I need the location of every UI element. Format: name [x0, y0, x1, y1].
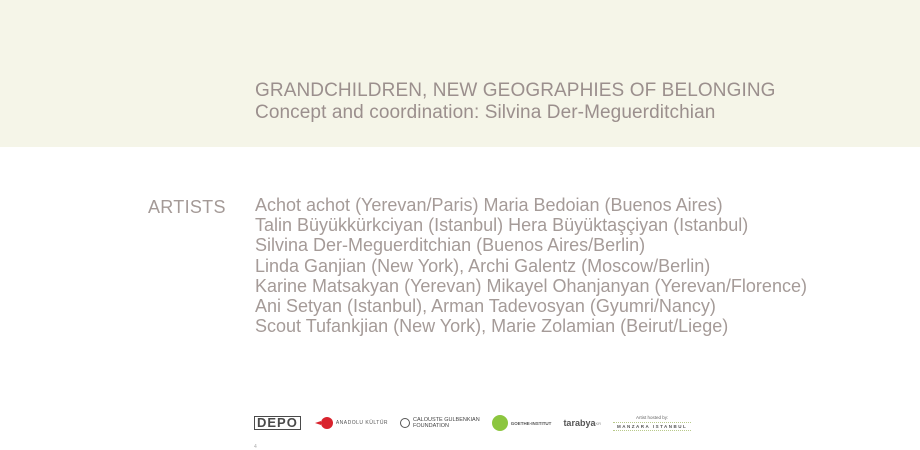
depo-logo — [254, 416, 301, 430]
goethe-institut-logo — [492, 415, 552, 431]
artist-line: Karine Matsakyan (Yerevan) Mikayel Ohanjanyan (Yerevan/Florence) — [255, 275, 807, 296]
artists-label: ARTISTS — [148, 197, 226, 217]
depo-logo-text: DEPO — [254, 416, 301, 430]
artist-line: Scout Tufankjian (New York), Marie Zolamian (Beirut/Liege) — [255, 316, 729, 337]
anadolu-kultur-logo — [321, 417, 388, 429]
project-title: GRANDCHILDREN, NEW GEOGRAPHIES OF BELONGING — [255, 80, 776, 101]
artist-line: Talin Büyükkürkciyan (Istanbul) Hera Büyüktaşçiyan (Istanbul) — [255, 215, 749, 236]
tarabya-logo-text: tarabya — [563, 418, 596, 428]
manzara-istanbul-logo — [613, 415, 691, 431]
anadolu-mark-icon — [321, 417, 333, 429]
gulbenkian-logo — [400, 417, 480, 429]
title-block — [255, 80, 776, 124]
gulbenkian-line1: CALOUSTE GULBENKIAN — [413, 417, 480, 423]
tarabya-logo — [563, 418, 601, 428]
project-subtitle: Concept and coordination: Silvina Der-Meguerditchian — [255, 102, 716, 123]
artist-line: Silvina Der-Meguerditchian (Buenos Aires/Berlin) — [255, 235, 646, 256]
goethe-mark-icon — [492, 415, 508, 431]
artists-list — [255, 195, 807, 336]
page-number: 4 — [254, 444, 257, 450]
header-band — [0, 0, 920, 147]
artist-line: Linda Ganjian (New York), Archi Galentz (Moscow/Berlin) — [255, 255, 711, 276]
artist-line: Achot achot (Yerevan/Paris) Maria Bedoian (Buenos Aires) — [255, 195, 723, 215]
anadolu-logo-text: ANADOLU KÜLTÜR — [335, 420, 389, 426]
sponsor-logos-bar — [254, 412, 703, 434]
manzara-istanbul-text: MANZARA ISTANBUL — [613, 422, 691, 431]
gulbenkian-mark-icon — [400, 418, 410, 428]
hosted-by-text: Artist hosted by: — [636, 415, 669, 420]
tarabya-logo-sup: KR — [595, 420, 602, 426]
artist-line: Ani Setyan (Istanbul), Arman Tadevosyan (Gyumri/Nancy) — [255, 296, 716, 317]
gulbenkian-line2: FOUNDATION — [413, 423, 449, 429]
gulbenkian-logo-text — [413, 417, 480, 429]
goethe-logo-text: GOETHE-INSTITUT — [510, 420, 552, 426]
